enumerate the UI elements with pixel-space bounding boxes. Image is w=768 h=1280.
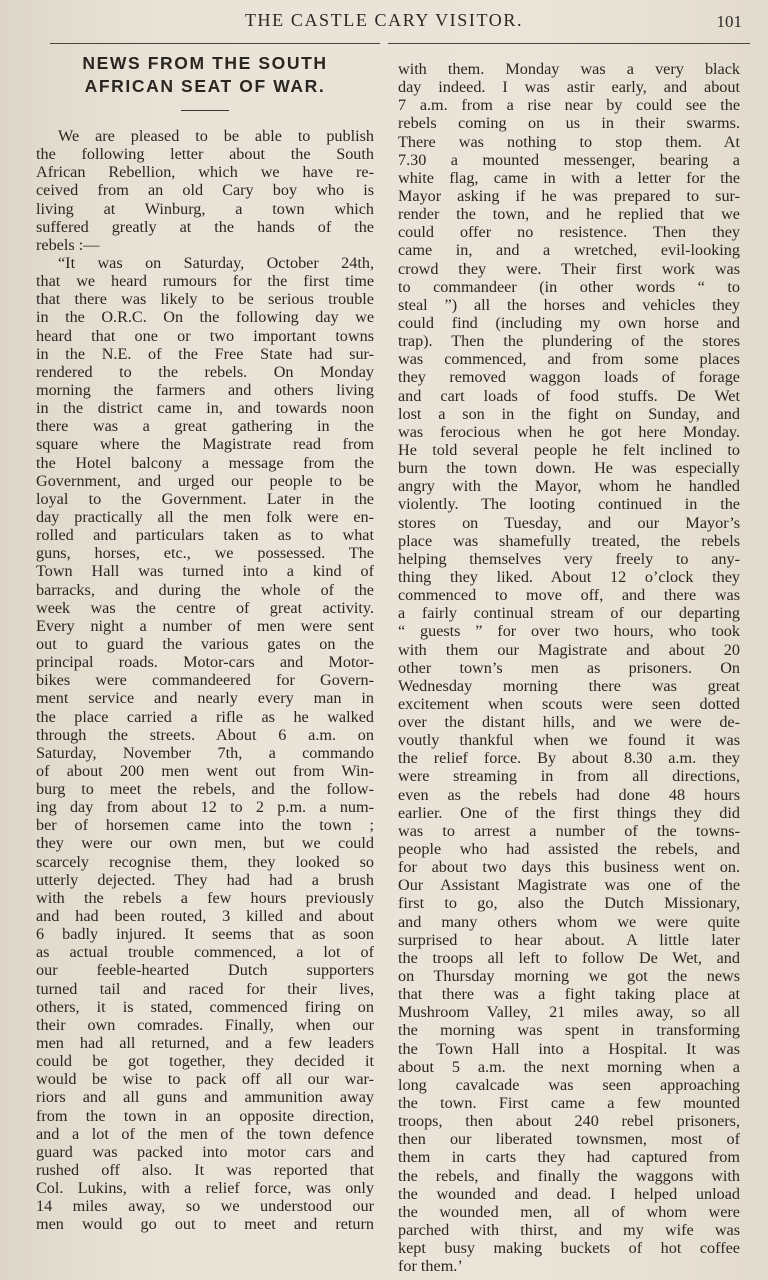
text-line: and cart loads of food stuffs. De Wet <box>398 386 740 405</box>
text-line: with them our Magistrate and about 20 <box>398 640 740 659</box>
text-line: steal ”) all the horses and vehicles they <box>398 295 740 314</box>
text-line: the morning was spent in transforming <box>398 1021 740 1040</box>
text-line: them in carts they had captured from <box>398 1148 740 1167</box>
text-line: of about 200 men went out from Win- <box>36 761 374 780</box>
text-line: Mushroom Valley, 21 miles away, so all <box>398 1003 740 1022</box>
text-line: men had all returned, and a few leaders <box>36 1034 374 1053</box>
text-line: for them.’ <box>398 1257 463 1276</box>
text-line: came in, and a wretched, evil-looking <box>398 241 740 260</box>
text-line: 7.30 a mounted messenger, bearing a <box>398 150 740 169</box>
text-line: that there was likely to be serious trouble <box>36 290 374 309</box>
text-line: Mayor asking if he was prepared to sur- <box>398 186 740 205</box>
text-line: they were our own men, but we could <box>36 834 374 853</box>
text-line: day practically all the men folk were en- <box>36 507 374 526</box>
text-line: the Town Hall into a Hospital. It was <box>398 1039 740 1058</box>
left-column <box>36 52 374 1234</box>
text-line: to commandeer (in other words “ to <box>398 277 740 296</box>
text-line: and had been routed, 3 killed and about <box>36 907 374 926</box>
text-line: their own comrades. Finally, when our <box>36 1015 374 1034</box>
text-line: were streaming in from all directions, <box>398 767 740 786</box>
text-line: Our Assistant Magistrate was one of the <box>398 876 740 895</box>
text-line: surprised to hear about. A little later <box>398 930 740 949</box>
text-line: utterly dejected. They had had a brush <box>36 870 374 889</box>
text-line: He told several people he felt inclined to <box>398 440 740 459</box>
text-line: thing they liked. About 12 o’clock they <box>398 567 740 586</box>
text-line: “It was on Saturday, October 24th, <box>58 253 374 272</box>
text-line: the troops all left to follow De Wet, and <box>398 948 740 967</box>
text-line: the wounded men, all of whom were <box>398 1202 740 1221</box>
text-line: turned tail and raced for their lives, <box>36 979 374 998</box>
text-line: heard that one or two important towns <box>36 326 374 345</box>
text-line: there was a great gathering in the <box>36 417 374 436</box>
article-headline <box>36 52 374 98</box>
text-line: they removed waggon loads of forage <box>398 368 740 387</box>
text-line: could be got together, they decided it <box>36 1052 374 1071</box>
text-line: African Rebellion, which we have re- <box>36 163 374 182</box>
text-line: through the streets. About 6 a.m. on <box>36 725 374 744</box>
text-line: Town Hall was turned into a kind of <box>36 562 374 581</box>
text-line: guard was packed into motor cars and <box>36 1142 374 1161</box>
text-line: riors and all guns and ammunition away <box>36 1088 374 1107</box>
text-line: kept busy making buckets of hot coffee <box>398 1239 740 1258</box>
text-line: burg to meet the rebels, and the follow- <box>36 780 374 799</box>
text-line: was to arrest a number of the towns- <box>398 821 740 840</box>
text-line: for about two days this business went on. <box>398 858 740 877</box>
text-line: We are pleased to be able to publish <box>58 127 374 145</box>
text-line: troops, then about 240 rebel prisoners, <box>398 1112 740 1131</box>
text-line: render the town, and he replied that we <box>398 205 740 224</box>
text-line: the Hotel balcony a message from the <box>36 453 374 472</box>
text-line: square where the Magistrate read from <box>36 435 374 454</box>
text-line: parched with thirst, and my wife was <box>398 1221 740 1239</box>
text-line: white flag, came in with a letter for the <box>398 168 740 187</box>
text-line: 14 miles away, so we understood our <box>36 1197 374 1216</box>
text-line: that there was a fight taking place at <box>398 985 740 1004</box>
text-line: living at Winburg, a town which <box>36 199 374 218</box>
text-line: rushed off also. It was reported that <box>36 1161 374 1180</box>
text-line: with them. Monday was a very black <box>398 60 740 78</box>
text-line: our feeble-hearted Dutch supporters <box>36 961 374 980</box>
text-line: would be wise to pack off all our war- <box>36 1070 374 1089</box>
text-line: was commenced, and from some places <box>398 350 740 369</box>
text-line: ing day from about 12 to 2 p.m. a num- <box>36 798 374 817</box>
text-line: earlier. One of the first things they did <box>398 803 740 822</box>
header-rule-left <box>50 43 380 44</box>
text-line: others, it is stated, commenced firing on <box>36 997 374 1016</box>
text-line: about 5 a.m. the next morning when a <box>398 1057 740 1076</box>
text-line: crowd they were. Their first work was <box>398 259 740 278</box>
text-line: day indeed. I was astir early, and about <box>398 78 740 97</box>
running-title: THE CASTLE CARY VISITOR. <box>244 10 524 30</box>
headline-line-1: NEWS FROM THE SOUTH <box>82 53 328 73</box>
text-line: rebels coming on us in their swarms. <box>398 114 740 133</box>
text-line: in the O.R.C. On the following day we <box>36 308 374 327</box>
text-line: men would go out to meet and return <box>36 1215 374 1234</box>
text-line: commenced to move off, and there was <box>398 586 740 605</box>
text-line: other town’s men as prisoners. On <box>398 658 740 677</box>
text-line: angry with the Mayor, whom he handled <box>398 477 740 496</box>
text-line: people who had assisted the rebels, and <box>398 840 740 859</box>
page-number: 101 <box>716 12 742 31</box>
text-line: with the rebels a few hours previously <box>36 888 374 907</box>
text-line: morning the farmers and others living <box>36 380 374 399</box>
headline-rule <box>181 110 229 111</box>
text-line: 7 a.m. from a rise near by could see the <box>398 96 740 115</box>
text-line: as actual trouble commenced, a lot of <box>36 943 374 962</box>
text-line: ceived from an old Cary boy who is <box>36 181 374 200</box>
text-line: suffered greatly at the hands of the <box>36 217 374 236</box>
text-line: in the district came in, and towards noon <box>36 399 374 418</box>
text-line: Saturday, November 7th, a commando <box>36 743 374 762</box>
text-line: loyal to the Government. Later in the <box>36 489 374 508</box>
text-line: helping themselves very freely to any- <box>398 549 740 568</box>
text-line: excitement when scouts were seen dotted <box>398 694 740 713</box>
text-line: could offer no resistence. Then they <box>398 223 740 242</box>
text-line: long cavalcade was seen approaching <box>398 1075 740 1094</box>
text-line: a fairly continual stream of our departing <box>398 604 740 623</box>
text-line: Wednesday morning there was great <box>398 676 740 695</box>
text-line: from the town in an opposite direction, <box>36 1106 374 1125</box>
text-line: the town. First came a few mounted <box>398 1094 740 1113</box>
text-line: 6 badly injured. It seems that as soon <box>36 925 374 944</box>
text-line: week was the centre of great activity. <box>36 598 374 617</box>
header-rule-right <box>388 43 750 44</box>
text-line: then our liberated townsmen, most of <box>398 1130 740 1149</box>
text-line: first to go, also the Dutch Missionary, <box>398 894 740 913</box>
text-line: voutly thankful when we found it was <box>398 731 740 750</box>
text-line: rebels :— <box>36 235 100 254</box>
text-line: in the N.E. of the Free State had sur- <box>36 344 374 363</box>
text-line: the following letter about the South <box>36 145 374 164</box>
text-line: trap). Then the plundering of the stores <box>398 332 740 351</box>
text-line: There was nothing to stop them. At <box>398 132 740 151</box>
text-line: Every night a number of men were sent <box>36 616 374 635</box>
text-line: the rebels, and finally the waggons with <box>398 1166 740 1185</box>
text-line: violently. The looting continued in the <box>398 495 740 514</box>
text-line: burn the town down. He was especially <box>398 459 740 478</box>
right-column <box>398 60 740 1275</box>
text-line: the place carried a rifle as he walked <box>36 707 374 726</box>
text-line: Government, and urged our people to be <box>36 471 374 490</box>
text-line: that we heard rumours for the first time <box>36 272 374 291</box>
text-line: the wounded and dead. I helped unload <box>398 1184 740 1203</box>
text-line: rolled and particulars taken as to what <box>36 526 374 545</box>
text-line: rendered to the rebels. On Monday <box>36 362 374 381</box>
text-line: ber of horsemen came into the town ; <box>36 816 374 835</box>
text-line: barracks, and during the whole of the <box>36 580 374 599</box>
text-line: and a lot of the men of the town defence <box>36 1124 374 1143</box>
headline-line-2: AFRICAN SEAT OF WAR. <box>84 76 326 96</box>
text-line: lost a son in the fight on Sunday, and <box>398 404 740 423</box>
text-line: on Thursday morning we got the news <box>398 967 740 986</box>
text-line: the relief force. By about 8.30 a.m. they <box>398 749 740 768</box>
text-line: place was shamefully treated, the rebels <box>398 531 740 550</box>
text-line: bikes were commandeered for Govern- <box>36 671 374 690</box>
left-column-text <box>36 127 374 1234</box>
text-line: ment service and nearly every man in <box>36 689 374 708</box>
text-line: “ guests ” for over two hours, who took <box>398 622 740 641</box>
text-line: scarcely recognise them, they looked so <box>36 852 374 871</box>
text-line: could find (including my own horse and <box>398 313 740 332</box>
running-head <box>0 8 768 36</box>
text-line: principal roads. Motor-cars and Motor- <box>36 653 374 672</box>
right-column-text <box>398 60 740 1275</box>
text-line: even as the rebels had done 48 hours <box>398 785 740 804</box>
text-line: and many others whom we were quite <box>398 912 740 931</box>
text-line: over the distant hills, and we were de- <box>398 713 740 732</box>
text-line: was ferocious when he got here Monday. <box>398 422 740 441</box>
text-line: out to guard the various gates on the <box>36 634 374 653</box>
text-line: stores on Tuesday, and our Mayor’s <box>398 513 740 532</box>
text-line: guns, horses, etc., we possessed. The <box>36 544 374 563</box>
text-line: Col. Lukins, with a relief force, was only <box>36 1179 374 1198</box>
